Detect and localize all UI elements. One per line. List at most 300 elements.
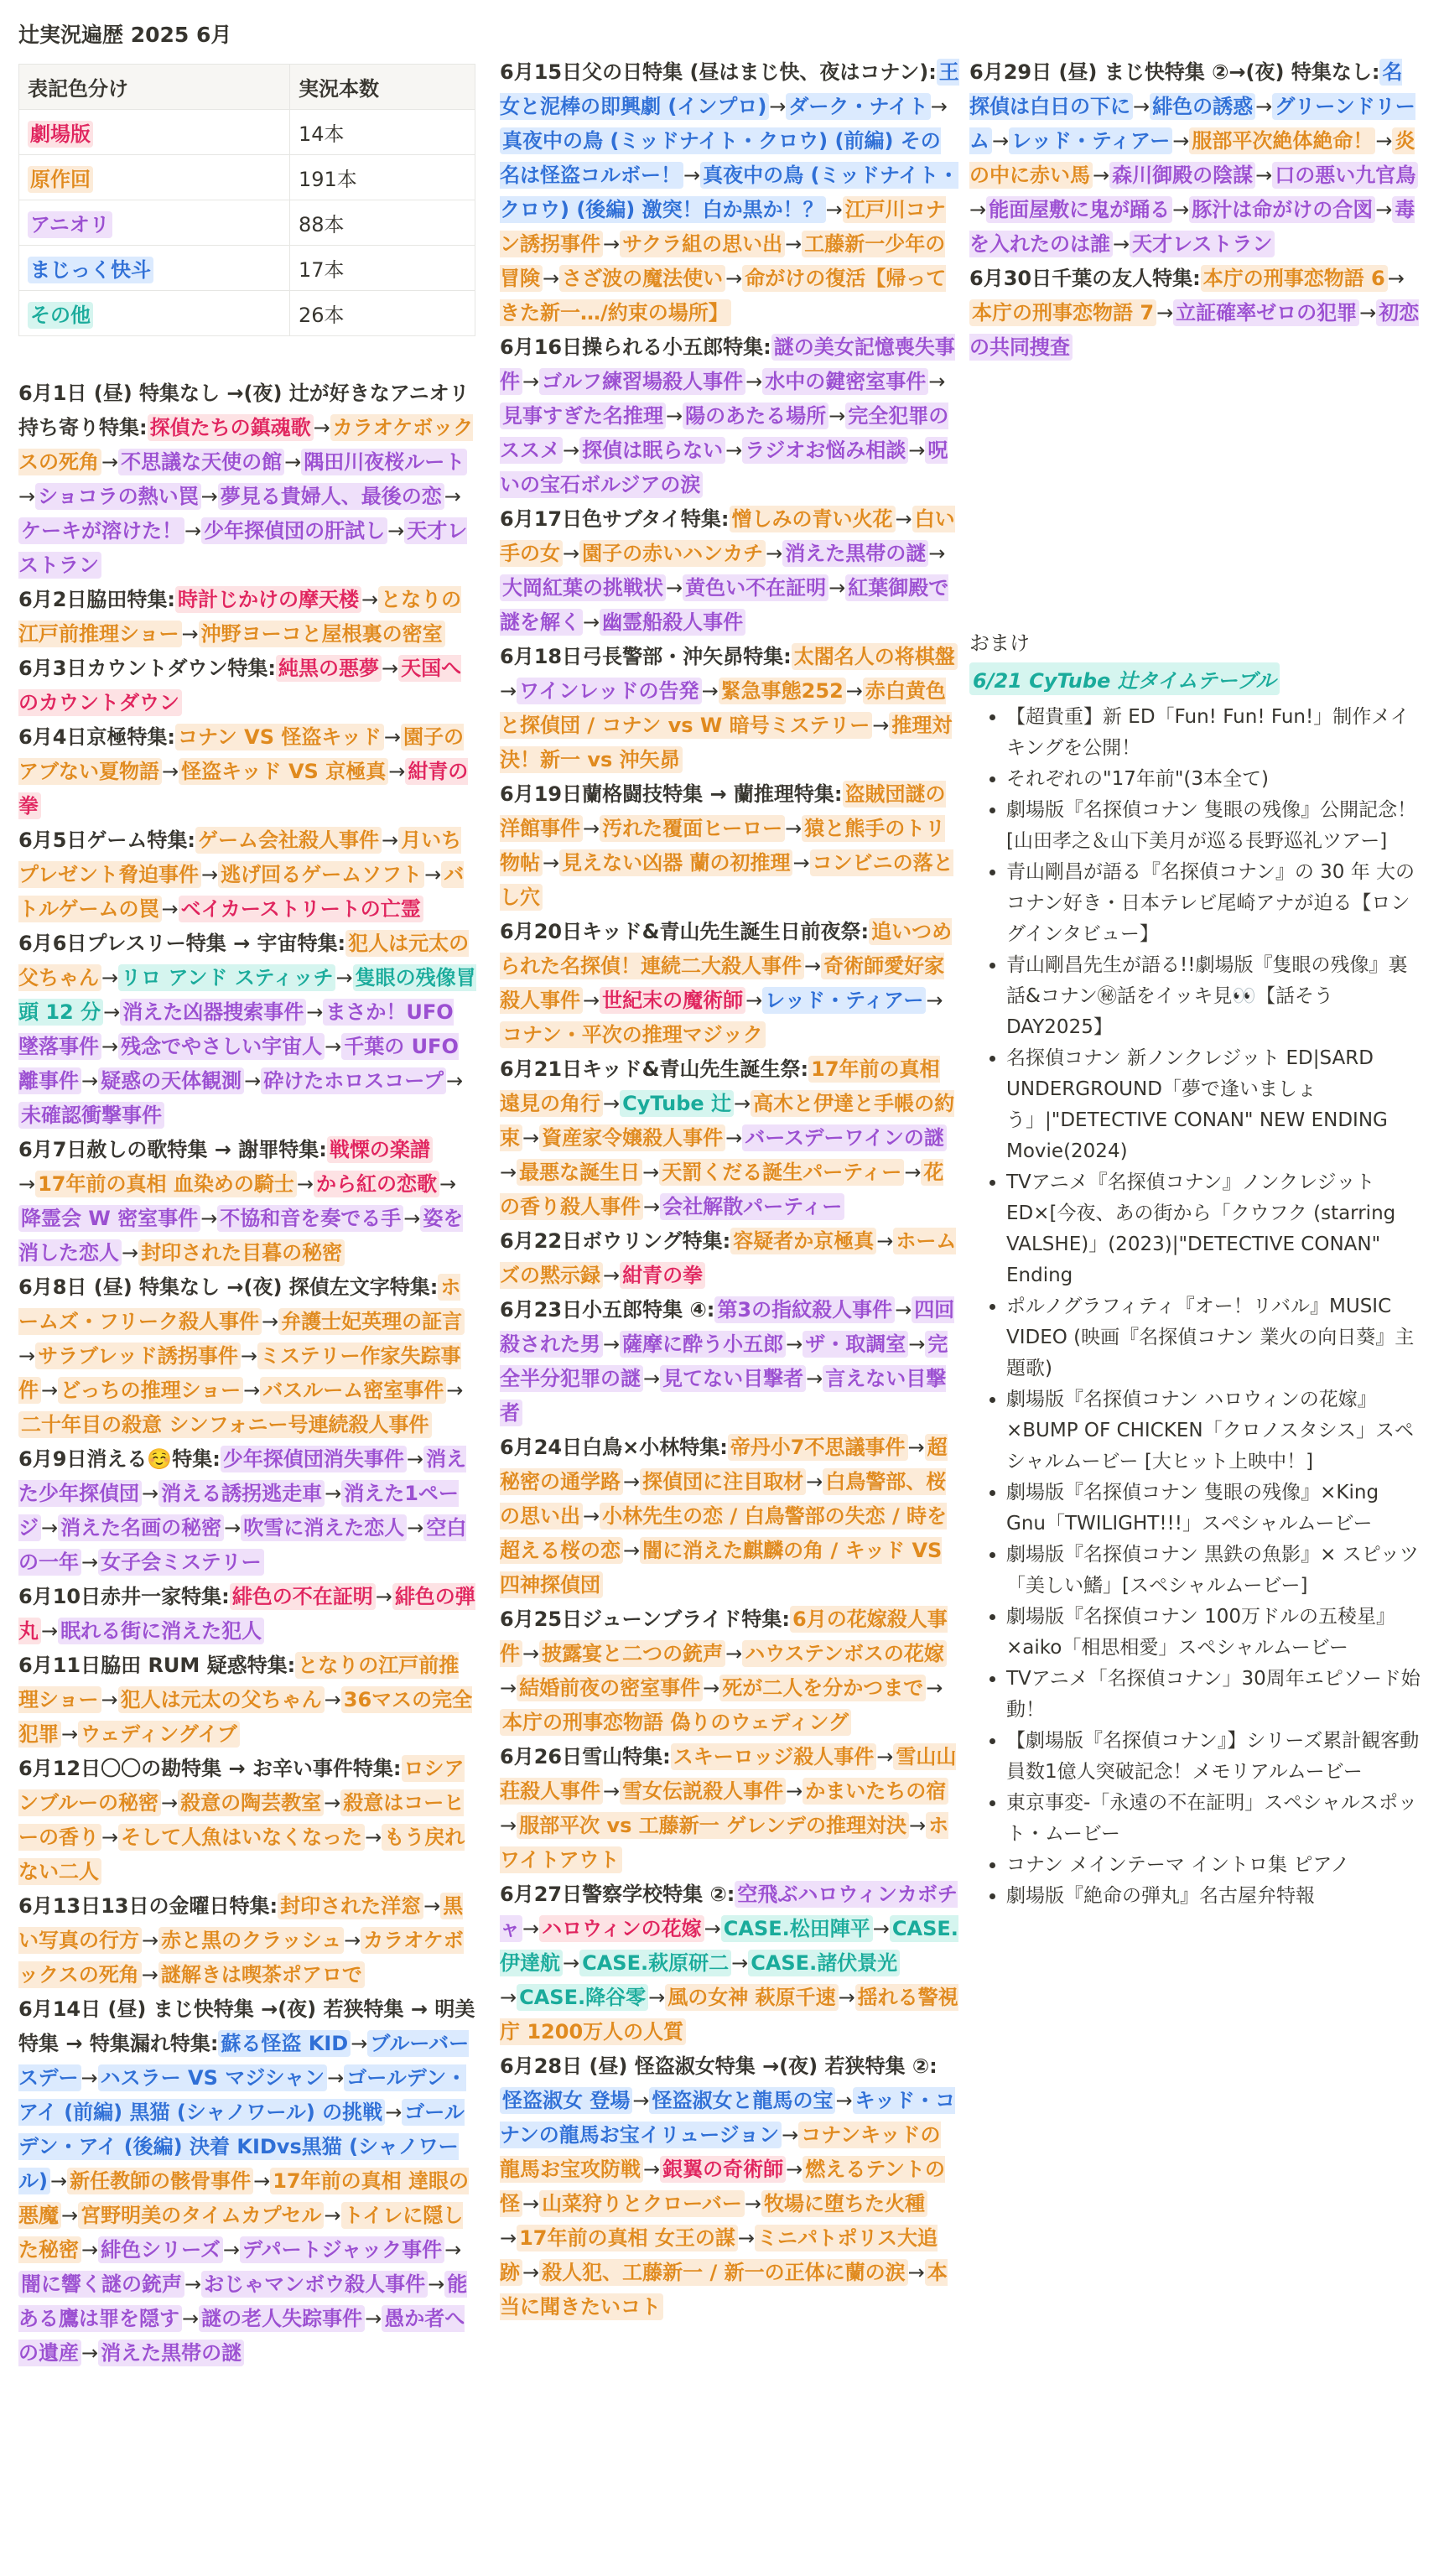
arrow-separator: → — [643, 1367, 661, 1390]
episode-title: ショコラの熱い罠 — [35, 483, 201, 510]
episode-title: 沖野ヨーコと屋根裏の密室 — [199, 621, 445, 647]
arrow-separator: → — [603, 1779, 621, 1803]
arrow-separator: → — [224, 1516, 242, 1540]
episode-title: 見えない凶器 蘭の初推理 — [559, 849, 792, 876]
episode-title: ハウステンボスの花嫁 — [742, 1640, 947, 1667]
bonus-item: • 劇場版『名探偵コナン 隻眼の残像』公開記念！[山田孝之＆山下美月が巡る長野巡礼ツアー] — [1006, 795, 1422, 857]
episode-title: 月いちプレゼント脅迫事件 — [18, 828, 462, 886]
arrow-separator: → — [200, 485, 218, 508]
day-entry — [500, 502, 959, 640]
episode-title: 追いつめられた名探偵！連続二大殺人事件 — [500, 920, 953, 978]
arrow-separator: → — [324, 1791, 341, 1815]
arrow-separator: → — [81, 2238, 99, 2262]
episode-title: 帝丹小7不思議事件 — [728, 1434, 908, 1461]
episode-title: 燃えるテントの怪 — [500, 2158, 946, 2215]
arrow-separator: → — [522, 2261, 540, 2284]
arrow-separator: → — [928, 542, 946, 565]
arrow-separator: → — [444, 2238, 462, 2262]
episode-title: 立証確率ゼロの犯罪 — [1173, 299, 1359, 326]
arrow-separator: → — [806, 1367, 823, 1390]
episode-title: 結婚前夜の密室事件 — [517, 1675, 703, 1701]
day-entry — [969, 55, 1422, 262]
episode-title: 見事すぎた名推理 — [500, 402, 666, 429]
arrow-separator: → — [786, 1332, 803, 1356]
legend-count: 17本 — [290, 246, 475, 291]
arrow-separator: → — [161, 897, 179, 921]
episode-title: 能面屋敷に鬼が踊る — [986, 196, 1172, 223]
arrow-separator: → — [244, 1069, 262, 1093]
arrow-separator: → — [365, 1826, 382, 1849]
episode-title: グリーンドリーム — [969, 95, 1415, 153]
episode-title: 汚れた覆面ヒーロー — [600, 815, 785, 842]
episode-title: ゴールデン・アイ (前編) 黒猫 (シャノワール) の挑戦 — [18, 2066, 467, 2124]
day-heading: 6月19日蘭格闘技特集 → 蘭推理特集: — [500, 782, 843, 806]
bonus-item: • 【劇場版『名探偵コナン』】シリーズ累計観客動員数1億人突破記念！メモリアルムービー — [1006, 1726, 1422, 1788]
episode-title: 本庁の刑事恋物語 7 — [969, 299, 1156, 326]
arrow-separator: → — [701, 679, 719, 703]
arrow-separator: → — [838, 1986, 855, 2009]
legend-label: 原作回 — [28, 166, 93, 193]
day-heading: 6月9日消える☺️特集: — [18, 1447, 221, 1471]
day-heading: 6月20日キッド&青山先生誕生日前夜祭: — [500, 920, 870, 943]
episode-title: CASE.萩原研二 — [579, 1950, 731, 1976]
arrow-separator: → — [769, 95, 787, 118]
episode-title: 小林先生の恋 / 白鳥警部の失恋 / 時を超える桜の恋 — [500, 1504, 948, 1562]
arrow-separator: → — [908, 439, 926, 462]
arrow-separator: → — [1387, 267, 1405, 290]
arrow-separator: → — [325, 1035, 342, 1058]
arrow-separator: → — [907, 1436, 925, 1459]
arrow-separator: → — [1255, 164, 1273, 187]
arrow-separator: → — [872, 714, 890, 737]
episode-title: 女子会ミステリー — [98, 1549, 264, 1576]
arrow-separator: → — [81, 1550, 99, 1574]
arrow-separator: → — [446, 1379, 464, 1402]
arrow-separator: → — [41, 1619, 59, 1643]
day-heading: 6月1日 (昼) 特集なし →(夜) 辻が好きなアニオリ持ち寄り特集: — [18, 382, 470, 439]
arrow-separator: → — [403, 1207, 421, 1230]
episode-title: CASE.松田陣平 — [721, 1915, 873, 1942]
episode-title: 時計じかけの摩天楼 — [175, 586, 361, 613]
arrow-separator: → — [296, 1172, 314, 1196]
episode-title: 服部平次 vs 工藤新一 ゲレンデの推理対決 — [517, 1812, 909, 1839]
episode-title: 炎の中に赤い馬 — [969, 129, 1415, 187]
day-entry — [500, 915, 959, 1052]
arrow-separator: → — [406, 1447, 423, 1471]
day-heading: 6月25日ジューンブライド特集: — [500, 1607, 791, 1631]
episode-title: サラブレッド誘拐事件 — [35, 1343, 241, 1369]
arrow-separator: → — [122, 1241, 139, 1265]
arrow-separator: → — [786, 1779, 803, 1803]
episode-title: 本当に聞きたいコト — [500, 2261, 948, 2319]
episode-title: 探偵たちの鎮魂歌 — [148, 414, 314, 441]
arrow-separator: → — [500, 2226, 517, 2250]
arrow-separator: → — [583, 989, 600, 1012]
schedule-entries-middle — [500, 55, 959, 2324]
day-entry — [500, 1740, 959, 1877]
episode-title: 黄色い不在証明 — [683, 574, 828, 601]
episode-title: 資産家令嬢殺人事件 — [539, 1124, 725, 1151]
arrow-separator: → — [904, 1161, 922, 1184]
arrow-separator: → — [324, 1688, 341, 1711]
arrow-separator: → — [382, 657, 399, 680]
bonus-item: • TVアニメ「名探偵コナン」30周年エピソード始動！ — [1006, 1664, 1422, 1726]
day-entry — [500, 777, 959, 915]
episode-title: 探偵団に注目取材 — [640, 1468, 806, 1495]
arrow-separator: → — [81, 2341, 99, 2365]
arrow-separator: → — [407, 1516, 424, 1540]
bonus-item: • 劇場版『名探偵コナン ハロウィンの花嫁』×BUMP OF CHICKEN「クロノスタシス」スペシャルムービー [大ヒット上映中！] — [1006, 1384, 1422, 1478]
bonus-item: • TVアニメ『名探偵コナン』ノンクレジット ED×[今夜、あの街から「クウフク (starring VALSHE)」(2023)|"DETECTIVE CONAN" Ending — [1006, 1167, 1422, 1291]
episode-title: 逃げ回るゲームソフト — [218, 861, 424, 888]
arrow-separator: → — [734, 1092, 751, 1115]
episode-title: 容疑者か京極真 — [730, 1228, 876, 1254]
episode-title: 園子のアブない夏物語 — [18, 725, 464, 783]
episode-title: 戦慄の楽譜 — [327, 1136, 433, 1163]
episode-title: 四回殺された男 — [500, 1298, 955, 1356]
episode-title: 第3の指紋殺人事件 — [714, 1296, 895, 1323]
episode-title: 緋色の不在証明 — [230, 1583, 376, 1610]
legend-label: その他 — [28, 302, 93, 329]
arrow-separator: → — [876, 1229, 894, 1253]
episode-title: ダーク・ナイト — [786, 93, 930, 120]
arrow-separator: → — [101, 966, 119, 989]
arrow-separator: → — [792, 851, 810, 875]
day-entry — [18, 1649, 478, 1752]
legend-header-color: 表記色分け — [19, 65, 290, 110]
episode-title: 純黒の悪夢 — [276, 655, 382, 682]
bonus-section — [969, 626, 1422, 1912]
bonus-item: • 【超貴重】新 ED「Fun! Fun! Fun!」制作メイキングを公開！ — [1006, 702, 1422, 764]
arrow-separator: → — [184, 519, 202, 543]
day-heading: 6月12日〇〇の勘特集 → お辛い事件特集: — [18, 1757, 402, 1780]
episode-title: ハロウィンの花嫁 — [539, 1915, 704, 1942]
episode-title: ミニパトポリス大追跡 — [500, 2226, 938, 2284]
arrow-separator: → — [500, 1161, 517, 1184]
arrow-separator: → — [182, 2307, 200, 2330]
arrow-separator: → — [1172, 198, 1190, 221]
episode-title: 少年探偵団の肝試し — [201, 517, 387, 544]
arrow-separator: → — [324, 2204, 341, 2227]
arrow-separator: → — [243, 1379, 261, 1402]
episode-title: 天罰くだる誕生パーティー — [659, 1159, 904, 1186]
episode-title: 緋色の誘惑 — [1150, 93, 1255, 120]
arrow-separator: → — [1113, 232, 1130, 256]
arrow-separator: → — [103, 1000, 121, 1024]
episode-title: 残念でやさしい宇宙人 — [118, 1033, 325, 1060]
legend-label: まじっく快斗 — [28, 257, 153, 283]
episode-title: 初恋の共同捜査 — [969, 301, 1420, 359]
legend-row — [19, 291, 475, 336]
day-entry — [500, 1052, 959, 1224]
arrow-separator: → — [1359, 301, 1377, 325]
arrow-separator: → — [895, 1298, 912, 1322]
arrow-separator: → — [428, 2272, 445, 2296]
bonus-item: • 劇場版『名探偵コナン 黒鉄の魚影』× スピッツ「美しい鰭」[スペシャルムービー] — [1006, 1540, 1422, 1602]
day-heading: 6月7日赦しの歌特集 → 謝罪特集: — [18, 1138, 327, 1161]
arrow-separator: → — [522, 1917, 540, 1940]
day-entry — [18, 1270, 478, 1442]
arrow-separator: → — [325, 1482, 342, 1505]
episode-title: ホワイトアウト — [500, 1814, 949, 1872]
episode-title: 太閤名人の将棋盤 — [792, 643, 958, 670]
episode-title: ワインレッドの告発 — [517, 678, 701, 704]
arrow-separator: → — [365, 2307, 382, 2330]
arrow-separator: → — [344, 1929, 361, 1952]
arrow-separator: → — [563, 542, 580, 565]
episode-title: 消えた1ページ — [18, 1482, 459, 1540]
episode-title: 消えた黒帯の謎 — [98, 2340, 244, 2366]
episode-title: もう戻れない二人 — [18, 1826, 465, 1883]
legend-row — [19, 200, 475, 246]
arrow-separator: → — [992, 129, 1010, 153]
episode-title: 弁護士妃英理の証言 — [278, 1308, 465, 1335]
episode-title: 17年前の真相 達眼の悪魔 — [18, 2169, 469, 2227]
episode-title: バースデーワインの謎 — [742, 1124, 947, 1151]
episode-title: カラオケボックスの死角 — [18, 1929, 464, 1987]
episode-title: スキーロッジ殺人事件 — [671, 1743, 877, 1770]
episode-title: 江戸川コナン誘拐事件 — [500, 198, 946, 256]
episode-title: から紅の恋歌 — [314, 1171, 439, 1197]
arrow-separator: → — [1133, 95, 1151, 118]
episode-title: 消えた少年探偵団 — [18, 1447, 466, 1505]
arrow-separator: → — [306, 1000, 324, 1024]
arrow-separator: → — [444, 485, 461, 508]
arrow-separator: → — [785, 817, 803, 840]
legend-count: 191本 — [290, 155, 475, 200]
episode-title: 幽霊船殺人事件 — [600, 609, 745, 636]
arrow-separator: → — [262, 1310, 279, 1333]
arrow-separator: → — [872, 1917, 890, 1940]
column-middle — [500, 55, 959, 2324]
episode-title: 殺意の陶芸教室 — [178, 1789, 324, 1816]
episode-title: 6月の花嫁殺人事件 — [500, 1607, 948, 1665]
episode-title: 空飛ぶハロウィンカボチャ — [500, 1883, 958, 1940]
episode-title: 牧場に堕ちた火種 — [761, 2190, 927, 2217]
episode-title: レッド・ティアー — [762, 987, 926, 1014]
arrow-separator: → — [583, 817, 600, 840]
episode-title: 天才レストラン — [18, 519, 468, 577]
arrow-separator: → — [725, 439, 743, 462]
episode-title: 憎しみの青い火花 — [730, 506, 896, 532]
episode-title: そして人魚はいなくなった — [118, 1824, 365, 1851]
arrow-separator: → — [969, 198, 987, 221]
episode-title: カラオケボックスの死角 — [18, 416, 474, 474]
arrow-separator: → — [162, 760, 179, 783]
episode-title: ベイカーストリートの亡霊 — [179, 896, 423, 922]
arrow-separator: → — [49, 2169, 68, 2193]
bonus-item: • 名探偵コナン 新ノンクレジット ED|SARD UNDERGROUND「夢で逢いましょう」|"DETECTIVE CONAN" NEW ENDING Movie(2024) — [1006, 1043, 1422, 1167]
arrow-separator: → — [522, 1642, 540, 1665]
episode-title: 空白の一年 — [18, 1516, 467, 1574]
episode-title: 奇術師愛好家殺人事件 — [500, 954, 945, 1012]
day-heading: 6月24日白鳥×小林特集: — [500, 1436, 728, 1459]
arrow-separator: → — [786, 2158, 803, 2181]
episode-title: ラジオお悩み相談 — [742, 437, 908, 464]
episode-title: 白鳥警部、桜の思い出 — [500, 1470, 947, 1528]
episode-title: 園子の赤いハンカチ — [579, 540, 766, 567]
arrow-separator: → — [361, 588, 379, 611]
episode-title: ミステリー作家失踪事件 — [18, 1344, 461, 1402]
episode-title: 白い手の女 — [500, 507, 955, 565]
day-heading: 6月6日プレスリー特集 → 宇宙特集: — [18, 932, 346, 955]
arrow-separator: → — [181, 622, 199, 646]
episode-title: 風の女神 萩原千速 — [665, 1984, 838, 2011]
arrow-separator: → — [583, 1504, 600, 1528]
episode-title: 砕けたホロスコープ — [261, 1067, 446, 1094]
arrow-separator: → — [61, 2204, 79, 2227]
episode-title: ブルーバースデー — [18, 2032, 470, 2090]
day-entry — [500, 1431, 959, 1602]
episode-title: 紺青の拳 — [18, 760, 469, 818]
bonus-item: • 東京事変-「永遠の不在証明」スペシャルスポット・ムービー — [1006, 1788, 1422, 1850]
episode-title: となりの江戸前推理ショー — [18, 1654, 460, 1711]
day-entry — [500, 1224, 959, 1293]
arrow-separator: → — [101, 1035, 119, 1058]
episode-title: 本庁の刑事恋物語 6 — [1201, 265, 1388, 292]
legend-row — [19, 155, 475, 200]
arrow-separator: → — [930, 95, 948, 118]
episode-title: 封印された目暮の秘密 — [138, 1239, 345, 1266]
episode-title: ゲーム会社殺人事件 — [195, 827, 382, 854]
arrow-separator: → — [563, 439, 580, 462]
episode-title: 猿と熊手のトリ物帖 — [500, 817, 946, 875]
episode-title: 天国へのカウントダウン — [18, 657, 462, 714]
arrow-separator: → — [623, 1539, 641, 1562]
episode-title: 17年前の真相 血染めの騎士 — [35, 1171, 297, 1197]
arrow-separator: → — [603, 1264, 621, 1287]
legend-table — [18, 64, 475, 336]
arrow-separator: → — [623, 1470, 641, 1493]
episode-title: 怪盗淑女 登場 — [500, 2087, 632, 2114]
arrow-separator: → — [335, 966, 353, 989]
column-left — [18, 0, 478, 2371]
episode-title: 紅葉御殿で謎を解く — [500, 576, 949, 634]
day-heading: 6月3日カウントダウン特集: — [18, 657, 276, 680]
arrow-separator: → — [500, 679, 517, 703]
day-heading: 6月2日脇田特集: — [18, 588, 175, 611]
day-heading: 6月10日赤井一家特集: — [18, 1585, 230, 1608]
arrow-separator: → — [101, 1826, 119, 1849]
episode-title: さざ波の魔法使い — [559, 265, 725, 292]
arrow-separator: → — [184, 2272, 202, 2296]
day-entry — [18, 377, 478, 583]
arrow-separator: → — [725, 1642, 743, 1665]
arrow-separator: → — [1093, 164, 1110, 187]
bonus-item: • 青山剛昌先生が語る!!劇場版『隻眼の残像』裏話&コナン㊙話をイッキ見👀【話そう DAY2025】 — [1006, 950, 1422, 1043]
episode-title: 未確認衝撃事件 — [18, 1102, 164, 1129]
arrow-separator: → — [909, 1814, 927, 1837]
arrow-separator: → — [81, 2066, 98, 2090]
day-entry — [500, 1293, 959, 1431]
column-right — [969, 55, 1422, 1912]
episode-title: 隻眼の残像冒頭 12 分 — [18, 966, 476, 1024]
arrow-separator: → — [828, 404, 846, 428]
episode-title: 雪女伝説殺人事件 — [620, 1778, 786, 1805]
day-entry — [500, 55, 959, 330]
day-heading: 6月15日父の日特集 (昼はまじ快、夜はコナン): — [500, 60, 937, 84]
legend-header-row — [19, 65, 475, 110]
arrow-separator: → — [926, 989, 943, 1012]
day-heading: 6月13日13日の金曜日特集: — [18, 1894, 278, 1918]
legend-count: 14本 — [290, 110, 475, 155]
arrow-separator: → — [603, 232, 621, 256]
episode-title: 吹雪に消えた恋人 — [241, 1514, 407, 1541]
episode-title: 工藤新一少年の冒険 — [500, 232, 946, 290]
bonus-item: • コナン メインテーマ イントロ集 ピアノ — [1006, 1850, 1422, 1881]
episode-title: 消えた凶器捜索事件 — [120, 999, 306, 1026]
episode-title: コナン VS 怪盗キッド — [175, 724, 384, 750]
episode-title: 呪いの宝石ボルジアの涙 — [500, 439, 948, 496]
day-entry — [18, 1992, 478, 2371]
episode-title: 高木と伊達と手帳の約束 — [500, 1092, 955, 1150]
arrow-separator: → — [745, 989, 763, 1012]
episode-title: CyTube 辻 — [620, 1090, 734, 1117]
episode-title: 緋色シリーズ — [98, 2236, 223, 2263]
episode-title: 推理対決！新一 vs 沖矢昴 — [500, 714, 953, 771]
episode-title: 犯人は元太の父ちゃん — [18, 932, 470, 989]
arrow-separator: → — [383, 725, 401, 749]
timetable-link[interactable]: 6/21 CyTube 辻タイムテーブル — [969, 662, 1280, 695]
episode-title: 闇に響く謎の銃声 — [18, 2271, 184, 2298]
arrow-separator: → — [895, 507, 912, 531]
episode-title: 二十年目の殺意 シンフォニー号連続殺人事件 — [18, 1411, 432, 1438]
arrow-separator: → — [351, 2032, 368, 2055]
bonus-item: • 劇場版『名探偵コナン 隻眼の残像』×King Gnu「TWILIGHT!!!」スペシャルムービー — [1006, 1478, 1422, 1540]
arrow-separator: → — [1172, 129, 1190, 153]
arrow-separator: → — [284, 450, 302, 474]
episode-title: バトルゲームの罠 — [18, 863, 465, 921]
episode-title: 花の香り殺人事件 — [500, 1161, 944, 1218]
arrow-separator: → — [61, 1722, 79, 1746]
arrow-separator: → — [253, 2169, 271, 2193]
page-title: 辻実況遍歴 2025 6月 — [18, 23, 232, 47]
episode-title: 17年前の真相 遠見の角行 — [500, 1057, 940, 1115]
arrow-separator: → — [683, 164, 701, 187]
episode-title: CASE.伊達航 — [500, 1917, 958, 1975]
episode-title: 雪山山荘殺人事件 — [500, 1745, 957, 1803]
episode-title: リロ アンド スティッチ — [118, 964, 335, 991]
day-heading: 6月26日雪山特集: — [500, 1745, 671, 1768]
arrow-separator: → — [666, 404, 683, 428]
arrow-separator: → — [737, 2226, 755, 2250]
arrow-separator: → — [725, 267, 743, 290]
episode-title: デパートジャック事件 — [240, 2236, 444, 2263]
episode-title: 蘇る怪盗 KID — [218, 2030, 351, 2057]
day-heading: 6月23日小五郎特集 ④: — [500, 1298, 715, 1322]
episode-title: 薩摩に酔う小五郎 — [620, 1331, 786, 1358]
legend-header-count: 実況本数 — [290, 65, 475, 110]
arrow-separator: → — [522, 1126, 540, 1150]
episode-title: 天才レストラン — [1130, 231, 1275, 257]
day-heading: 6月5日ゲーム特集: — [18, 828, 195, 852]
episode-title: 毒を入れたのは誰 — [969, 198, 1415, 256]
arrow-separator: → — [666, 576, 683, 600]
arrow-separator: → — [543, 851, 560, 875]
episode-title: 封印された洋窓 — [278, 1893, 423, 1919]
episode-title: 夢見る貴婦人、最後の恋 — [218, 483, 444, 510]
arrow-separator: → — [439, 1172, 457, 1196]
legend-label: アニオリ — [28, 211, 112, 238]
schedule-entries-left — [18, 377, 478, 2371]
day-entry — [500, 330, 959, 502]
episode-title: 山菜狩りとクローバー — [539, 2190, 745, 2217]
episode-title: 陽のあたる場所 — [683, 402, 828, 429]
arrow-separator: → — [563, 1951, 580, 1975]
episode-title: CASE.諸伏景光 — [748, 1950, 900, 1976]
day-heading: 6月8日 (昼) 特集なし →(夜) 探偵左文字特集: — [18, 1275, 439, 1299]
arrow-separator: → — [41, 1516, 59, 1540]
